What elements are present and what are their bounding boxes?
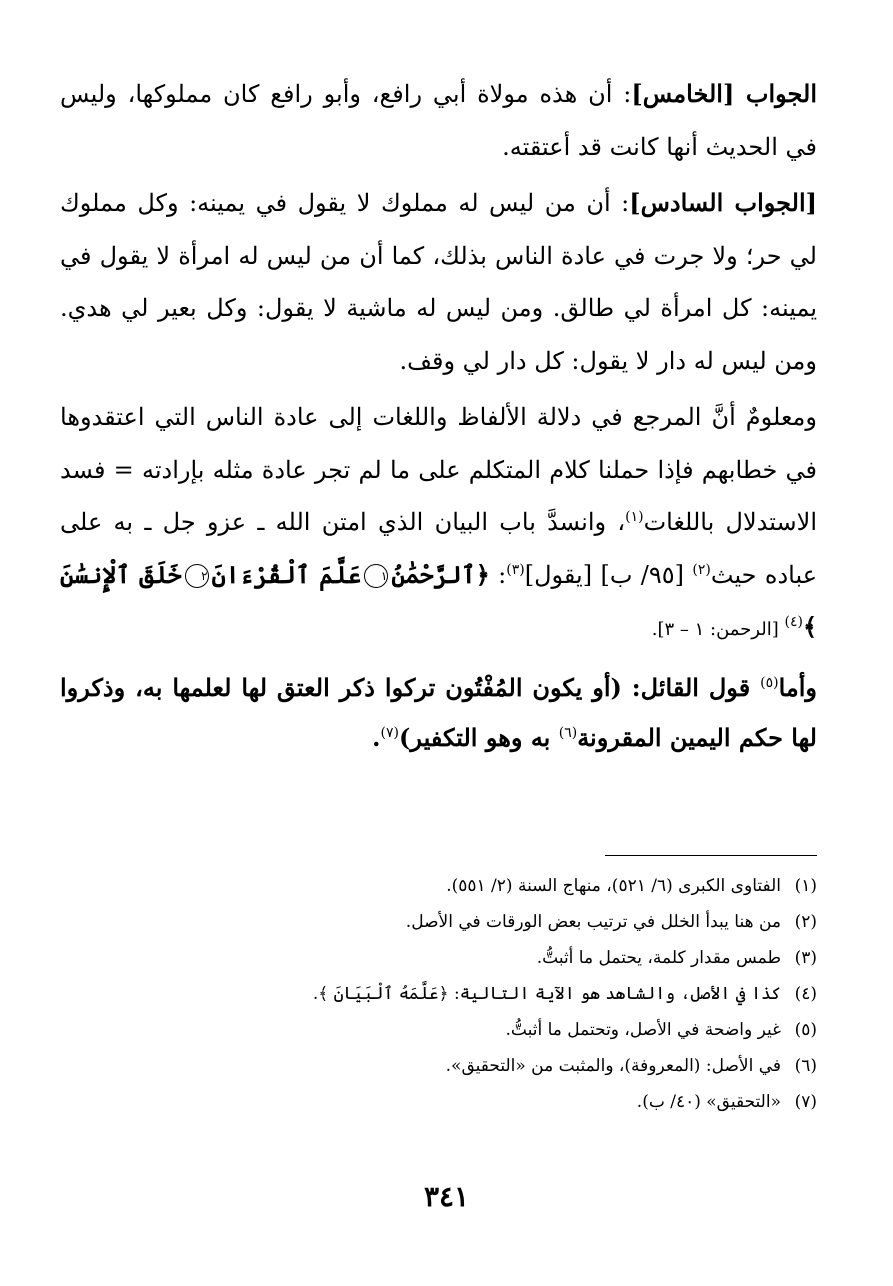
paragraph-text: : <box>489 560 507 589</box>
footnote-ref-3: (٣) <box>506 561 525 578</box>
footnote-item <box>117 942 817 974</box>
quran-verse-2: عَلَّمَ ٱلْقُرْءَانَ <box>211 559 362 589</box>
page-number: ٣٤١ <box>423 1180 470 1213</box>
footnote-text: طمس مقدار كلمة، يحتمل ما أثبتُّ. <box>536 948 781 968</box>
footnote-number: (٧) <box>794 1092 817 1112</box>
footnotes <box>117 870 817 1122</box>
footnote-ref-6: (٦) <box>558 724 578 741</box>
paragraph-text: ومعلومٌ أنَّ المرجع في دلالة الألفاظ واللغات إلى عادة الناس التي اعتقدوها في خطابهم فإذا حملنا كلام المتكلم على ما لم تجر عادة مثله بإرادته = فسد الاستدلال باللغات <box>60 403 817 536</box>
footnote-number: (٣) <box>794 948 817 968</box>
main-text <box>60 68 817 763</box>
footnote-item <box>117 978 817 1010</box>
footnote-item <box>117 1086 817 1118</box>
quran-verse-1: ٱلرَّحْمَٰنُ <box>391 559 476 589</box>
footnote-text: الفتاوى الكبرى (٦/ ٥٢١)، منهاج السنة (٢/ ٥٥١). <box>446 876 781 896</box>
footnote-item <box>117 1050 817 1082</box>
paragraph-text: [٩٥/ ب] [يقول] <box>524 560 693 589</box>
paragraph-text: وأما <box>778 672 817 702</box>
paragraph-text: به وهو التكفير) <box>399 722 559 752</box>
answer-six-text: : أن من ليس له مملوك لا يقول في يمينه: وكل مملوك لي حر؛ ولا جرت في عادة الناس بذلك، كما أن من ليس له امرأة لا يقول في يمينه: كل امرأة لي طالق. ومن ليس له ماشية لا يقول: وكل بعير لي هدي. ومن ليس له دار لا يقول: كل دار لي وقف. <box>60 189 817 375</box>
footnote-ref-7: (٧) <box>380 724 399 741</box>
paragraph-text: ، وانسدَّ باب البيان الذي امتن الله ـ عزو جل ـ به على عباده حيث <box>60 508 818 589</box>
footnote-ref-1: (١) <box>625 509 644 525</box>
quran-verse-3: خَلَقَ ٱلْإِنسَٰنَ <box>60 559 182 589</box>
footnote-number: (٦) <box>794 1056 817 1076</box>
footnote-divider <box>605 855 817 856</box>
paragraph-language-reference <box>60 391 817 657</box>
footnote-text: غير واضحة في الأصل، وتحتمل ما أثبتُّ. <box>505 1020 781 1040</box>
footnote-number: (٥) <box>794 1020 817 1040</box>
paragraph-answer-five <box>60 68 817 173</box>
paragraph-text: . <box>372 722 381 752</box>
paragraph-answer-six <box>60 177 817 387</box>
footnote-item <box>117 1014 817 1046</box>
quran-bracket-close: ﴾ <box>802 612 817 641</box>
quran-bracket-open: ﴿ <box>475 559 490 589</box>
footnote-ref-5: (٥) <box>760 674 779 691</box>
answer-six-heading: [الجواب السادس] <box>629 188 818 217</box>
footnote-number: (٤) <box>794 984 817 1004</box>
footnote-text: كذا في الأصل، والشاهد هو الآية التالية: ﴿عَلَّمَهُ ٱلْبَيَانَ ﴾. <box>312 984 781 1004</box>
footnote-text: «التحقيق» (٤٠/ ب). <box>636 1092 781 1112</box>
paragraph-section <box>60 663 817 763</box>
answer-five-heading: الجواب [الخامس] <box>631 79 817 108</box>
footnote-number: (١) <box>794 876 817 896</box>
quran-reference: [الرحمن: ١ – ٣]. <box>651 619 785 640</box>
footnote-number: (٢) <box>794 912 817 932</box>
paragraph-text: قول القائل: (أو يكون المُفْتُون تركوا ذكر العتق لها لعلمها به، وذكروا لها حكم اليمين المقرونة <box>60 672 817 752</box>
footnote-text: من هنا يبدأ الخلل في ترتيب بعض الورقات في الأصل. <box>405 912 781 932</box>
answer-five-text: : أن هذه مولاة أبي رافع، وأبو رافع كان مملوكها، وليس في الحديث أنها كانت قد أعتقته. <box>60 80 817 161</box>
footnote-text: في الأصل: (المعروفة)، والمثبت من «التحقيق». <box>445 1056 781 1076</box>
footnote-ref-2: (٢) <box>692 561 711 578</box>
ayah-number-1: ١ <box>364 564 388 588</box>
footnote-ref-4: (٤) <box>784 614 803 630</box>
footnote-item <box>117 906 817 938</box>
footnote-item <box>117 870 817 902</box>
ayah-number-2: ٢ <box>185 564 209 588</box>
